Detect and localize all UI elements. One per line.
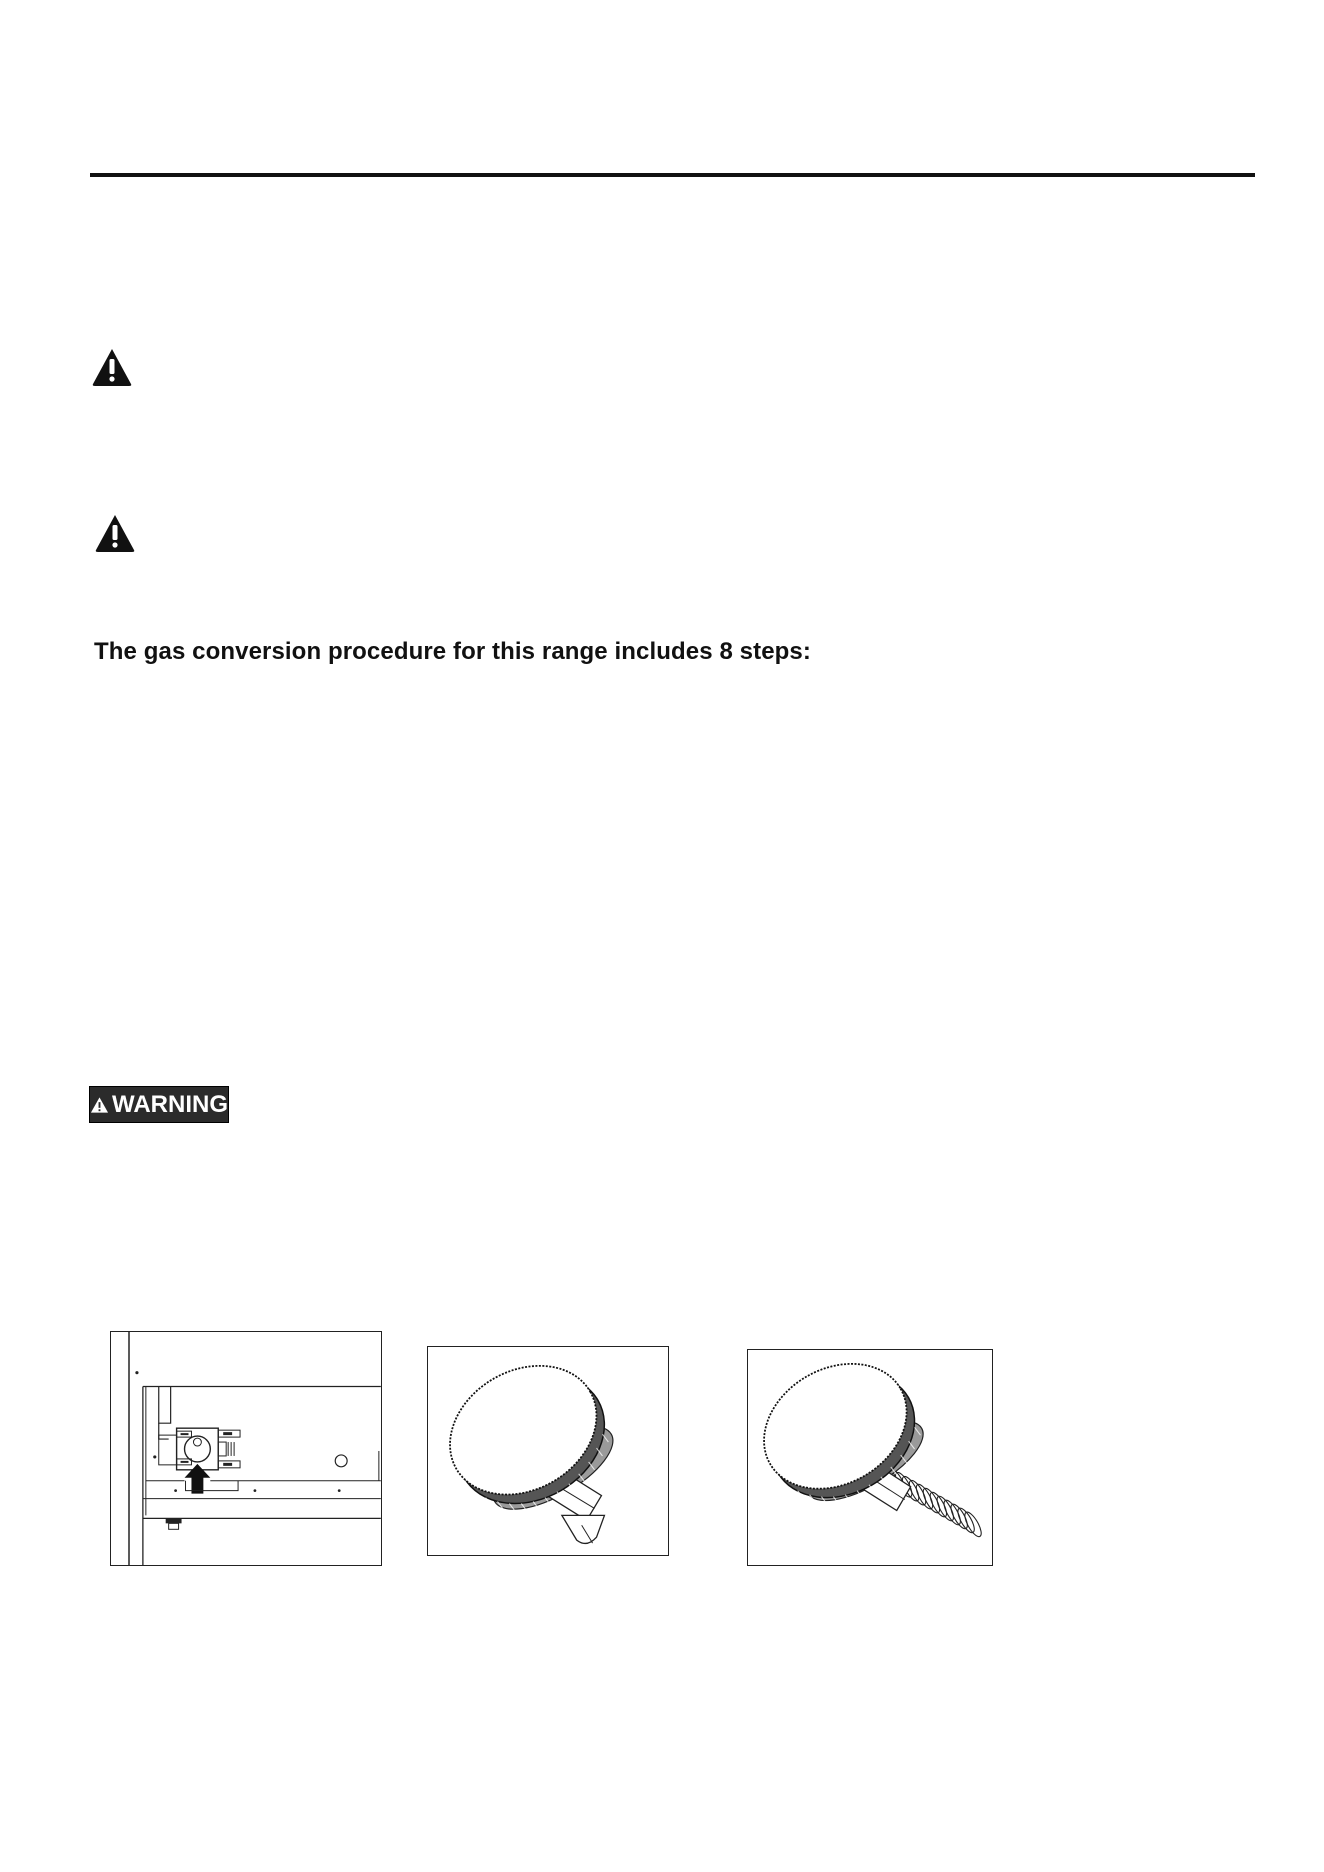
- regulator-location-illustration: [111, 1332, 381, 1565]
- regulator-cap-with-spring-illustration: [748, 1350, 992, 1565]
- procedure-heading: The gas conversion procedure for this range includes 8 steps:: [94, 638, 811, 665]
- warning-triangle-icon: [90, 1096, 109, 1114]
- pressure-regulator-figure: [110, 1331, 382, 1566]
- regulator-cap-spring-figure: [747, 1349, 993, 1566]
- top-rule: [90, 173, 1255, 177]
- caution-triangle-icon: [94, 513, 136, 553]
- warning-badge: [89, 1086, 229, 1123]
- regulator-cap-illustration: [428, 1347, 668, 1555]
- caution-triangle-icon: [91, 347, 133, 387]
- warning-label: WARNING: [112, 1090, 228, 1118]
- regulator-cap-figure: [427, 1346, 669, 1556]
